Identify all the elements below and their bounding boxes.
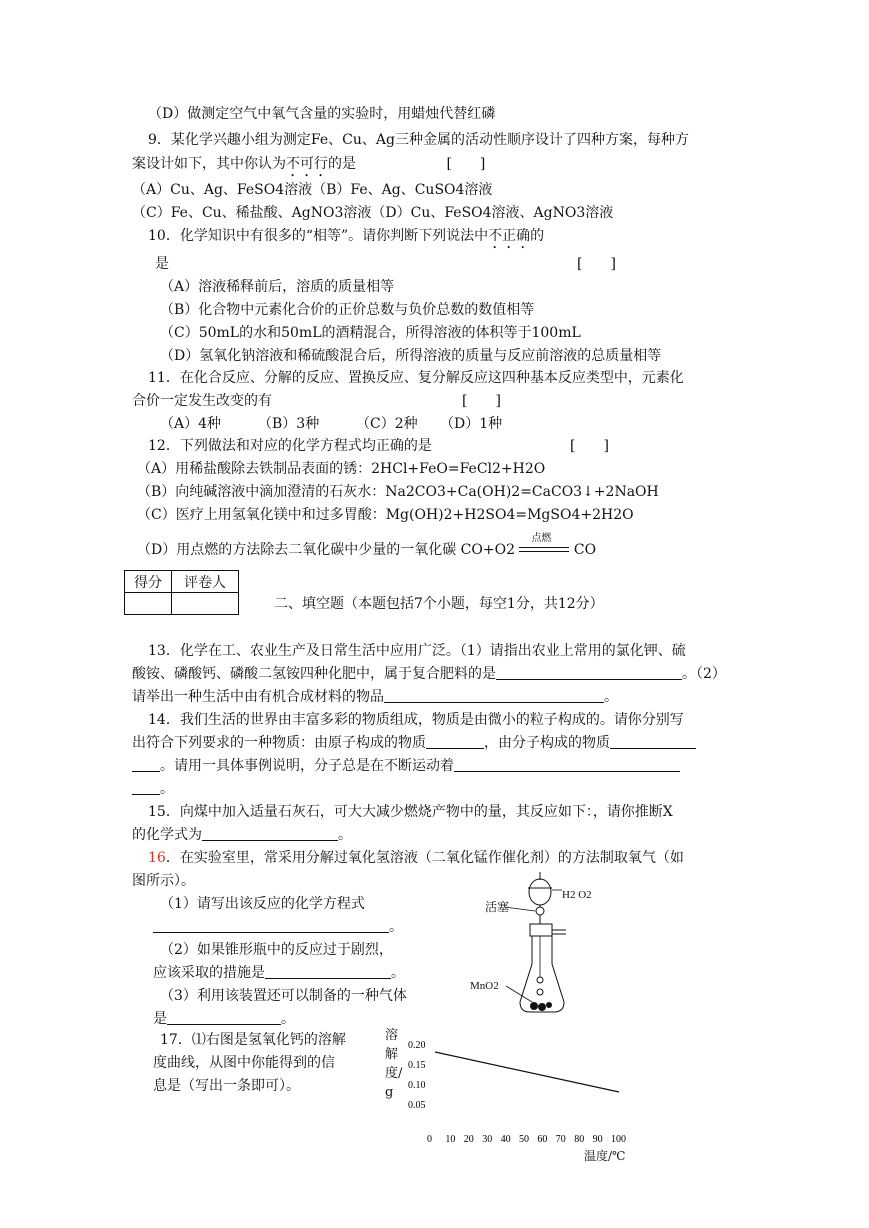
label-h2o2: H2 O2 bbox=[562, 889, 592, 901]
x-tick-label: 60 bbox=[537, 1134, 548, 1145]
mno2-pointer bbox=[506, 986, 532, 1002]
q9-emphasis: 不可行 bbox=[286, 156, 328, 172]
q16-blank-3[interactable] bbox=[167, 1010, 281, 1025]
q17-line1: 17．⑴右图是氢氧化钙的溶解 bbox=[160, 1032, 346, 1048]
q9-option-b: （B）Fe、Ag、CuSO4溶液 bbox=[312, 182, 493, 198]
q12-option-d: （D）用点燃的方法除去二氧化碳中少量的一氧化碳 CO+O2 点燃 CO bbox=[137, 533, 597, 558]
mno2-particle bbox=[546, 1002, 552, 1008]
q13-blank-1[interactable] bbox=[496, 665, 682, 680]
label-valve: 活塞 bbox=[485, 900, 510, 914]
x-tick-label: 70 bbox=[555, 1134, 566, 1145]
y-tick-label: 0.05 bbox=[408, 1100, 426, 1111]
q14-line2: 出符合下列要求的一种物质：由原子构成的物质 ，由分子构成的物质 bbox=[132, 733, 696, 753]
grader-header: 评卷人 bbox=[172, 571, 239, 593]
x-tick-label: 20 bbox=[463, 1134, 474, 1145]
q9-option-d: （D）Cu、FeSO4溶液、AgNO3溶液 bbox=[371, 205, 614, 221]
x-tick-label: 100 bbox=[611, 1134, 626, 1145]
conical-flask bbox=[520, 936, 564, 1012]
q17-line2: 度曲线，从图中你能得到的信 bbox=[153, 1055, 335, 1071]
q10-answer-bracket[interactable]: [ ] bbox=[577, 256, 616, 272]
x-tick-label: 0 bbox=[427, 1134, 432, 1145]
q10-emphasis: 不正确 bbox=[488, 228, 531, 244]
q8-option-d: （D）做测定空气中氧气含量的实验时，用蜡烛代替红磷 bbox=[148, 106, 496, 122]
q16-part3-line2: 是 。 bbox=[153, 1011, 295, 1027]
x-tick-label: 90 bbox=[592, 1134, 603, 1145]
q9-option-c: （C）Fe、Cu、稀盐酸、AgNO3溶液 bbox=[132, 205, 372, 221]
q9-options-cd bbox=[132, 203, 613, 223]
q11-stem-line2: 合价一定发生改变的有 bbox=[132, 393, 272, 409]
q14-line4: 。 bbox=[132, 779, 174, 799]
q14-blank-3b[interactable] bbox=[132, 780, 160, 795]
q10-option-b: （B）化合物中元素化合价的正价总数与负价总数的数值相等 bbox=[160, 302, 535, 318]
q13-blank-2[interactable] bbox=[384, 688, 604, 703]
q16-blank-1[interactable] bbox=[153, 918, 389, 933]
x-tick-label: 10 bbox=[445, 1134, 456, 1145]
x-tick-label: 80 bbox=[574, 1134, 585, 1145]
q12-stem: 12．下列做法和对应的化学方程式均正确的是 bbox=[148, 438, 432, 454]
q9-stem-line1: 9．某化学兴趣小组为测定Fe、Cu、Ag三种金属的活动性顺序设计了四种方案，每种方 bbox=[148, 132, 689, 148]
q11-option-b: （B）3种 bbox=[258, 416, 320, 432]
mno2-particle bbox=[538, 1003, 546, 1011]
q16-line2: 图所示）。 bbox=[132, 873, 195, 889]
q9-answer-bracket[interactable]: [ ] bbox=[446, 156, 486, 172]
q12-answer-bracket[interactable]: [ ] bbox=[570, 438, 609, 454]
q11-option-a: （A）4种 bbox=[160, 416, 222, 432]
q14-blank-3a[interactable] bbox=[454, 757, 680, 772]
q13-line1: 13．化学在工、农业生产及日常生活中应用广泛。（1）请指出农业上常用的氯化钾、硫 bbox=[148, 643, 686, 659]
y-tick-label: 0.10 bbox=[408, 1080, 426, 1091]
q15-blank[interactable] bbox=[202, 826, 338, 841]
q9-stem-line2: 案设计如下，其中你认为不可行的是 [ ] bbox=[132, 156, 486, 172]
chart-xlabel: 温度/℃ bbox=[584, 1149, 626, 1163]
y-tick-label: 0.15 bbox=[408, 1060, 426, 1071]
chart-ylabel: 溶解度/g bbox=[385, 1028, 403, 1100]
q15-line1: 15．向煤中加入适量石灰石，可大大减少燃烧产物中的量，其反应如下：，请你推断X bbox=[148, 804, 673, 820]
score-header: 得分 bbox=[125, 571, 172, 593]
q16-blank-2[interactable] bbox=[265, 964, 391, 979]
x-tick-label: 50 bbox=[519, 1134, 529, 1145]
separatory-funnel bbox=[529, 879, 551, 905]
q17-line3: 息是（写出一条即可）。 bbox=[153, 1078, 300, 1094]
q11-option-c: （C）2种 bbox=[356, 416, 418, 432]
q11-answer-bracket[interactable]: [ ] bbox=[462, 393, 501, 409]
q16-part2-line2: 应该采取的措施是 。 bbox=[153, 965, 405, 981]
q14-blank-2a[interactable] bbox=[610, 734, 696, 749]
mno2-particle bbox=[530, 1002, 538, 1010]
section-title: 二、填空题（本题包括7个小题，每空1分，共12分） bbox=[274, 596, 604, 612]
q16-part2-line1: （2）如果锥形瓶中的反应过于剧烈， bbox=[160, 942, 393, 958]
grader-cell[interactable] bbox=[172, 593, 239, 615]
q16-number: 16 bbox=[148, 850, 166, 866]
q15-line2: 的化学式为 。 bbox=[132, 827, 352, 843]
x-tick-label: 30 bbox=[482, 1134, 493, 1145]
q16-part1-answer: 。 bbox=[153, 917, 403, 937]
q16-part1: （1）请写出该反应的化学方程式 bbox=[160, 896, 365, 912]
q10-option-a: （A）溶液稀释前后，溶质的质量相等 bbox=[160, 279, 395, 295]
reaction-condition-arrow: 点燃 bbox=[519, 543, 569, 557]
bubble bbox=[537, 977, 543, 983]
q14-line3: 。请用一具体事例说明，分子总是在不断运动着 bbox=[132, 756, 680, 776]
score-table bbox=[124, 570, 239, 615]
q11-stem-line1: 11．在化合反应、分解的反应、置换反应、复分解反应这四种基本反应类型中，元素化 bbox=[148, 370, 684, 386]
q14-blank-2b[interactable] bbox=[132, 757, 160, 772]
q12-option-b: （B）向纯碱溶液中滴加澄清的石灰水：Na2CO3+Ca(OH)2=CaCO3↓+2NaOH bbox=[137, 484, 659, 500]
q10-stem-line2: 是 bbox=[155, 256, 169, 272]
x-tick-label: 40 bbox=[500, 1134, 511, 1145]
q12-option-a: （A）用稀盐酸除去铁制品表面的锈：2HCl+FeO=FeCl2+H2O bbox=[137, 461, 546, 477]
label-mno2: MnO2 bbox=[470, 980, 499, 992]
solubility-curve bbox=[435, 1052, 619, 1092]
q12-option-c: （C）医疗上用氢氧化镁中和过多胃酸：Mg(OH)2+H2SO4=MgSO4+2H2O bbox=[137, 507, 634, 523]
solubility-chart bbox=[400, 1030, 650, 1160]
q13-line3: 请举出一种生活中由有机合成材料的物品 。 bbox=[132, 689, 618, 705]
q16-part3-line1: （3）利用该装置还可以制备的一种气体 bbox=[160, 988, 407, 1004]
q10-option-c: （C）50mL的水和50mL的酒精混合，所得溶液的体积等于100mL bbox=[160, 325, 581, 341]
q11-option-d: （D）1种 bbox=[440, 416, 503, 432]
q14-line1: 14．我们生活的世界由丰富多彩的物质组成，物质是由微小的粒子构成的。请你分别写 bbox=[148, 712, 684, 728]
valve[interactable] bbox=[536, 907, 544, 915]
score-cell[interactable] bbox=[125, 593, 172, 615]
q9-options-ab bbox=[132, 180, 492, 200]
rubber-stopper bbox=[530, 924, 552, 936]
q10-stem-line1: 10．化学知识中有很多的“相等”。请你判断下列说法中不正确的 bbox=[148, 228, 545, 244]
q16-line1: 16．在实验室里，常采用分解过氧化氢溶液（二氧化锰作催化剂）的方法制取氧气（如 bbox=[148, 850, 684, 866]
q10-option-d: （D）氢氧化钠溶液和稀硫酸混合后，所得溶液的质量与反应前溶液的总质量相等 bbox=[160, 348, 662, 364]
q13-line2: 酸铵、磷酸钙、磷酸二氢铵四种化肥中，属于复合肥料的是 。（2） bbox=[132, 666, 726, 682]
q14-blank-1[interactable] bbox=[426, 734, 484, 749]
bubble bbox=[537, 989, 543, 995]
q9-option-a: （A）Cu、Ag、FeSO4溶液 bbox=[132, 182, 313, 198]
y-tick-label: 0.20 bbox=[408, 1040, 426, 1051]
